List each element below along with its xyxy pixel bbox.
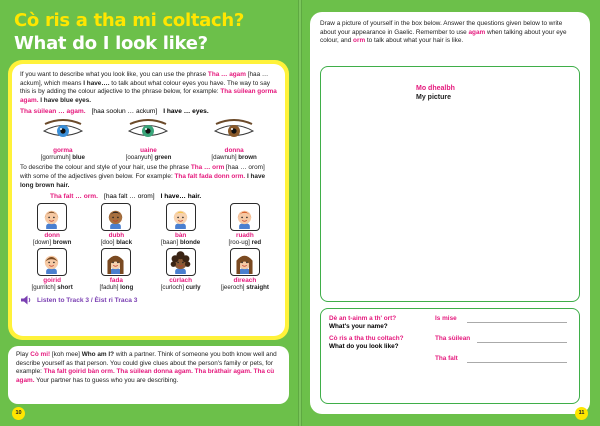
hair-word-gaelic: bàn xyxy=(174,232,187,240)
hair-word-gaelic: goirid xyxy=(43,277,61,285)
hair-word-english: [jeeroch] straight xyxy=(220,284,269,292)
answer-name-line[interactable] xyxy=(467,322,567,323)
hair-word-english: [doo] black xyxy=(100,239,133,247)
face-illustration xyxy=(166,248,196,276)
audio-track-link[interactable] xyxy=(20,295,277,305)
hair-word-english: [curloch] curly xyxy=(160,284,201,292)
hair-item xyxy=(213,203,277,246)
page-number-right: 11 xyxy=(575,407,588,420)
hair-item xyxy=(213,248,277,291)
eye-colour-gaelic: donna xyxy=(224,147,244,155)
eyes-intro-paragraph: If you want to describe what you look like, you can use the phrase Tha … agam [haa … ackum], which means I have…. to talk about what colour eyes you have. The way to say this is by adding the colour adjective to the phrase below, for example: Tha sùilean gorma agam. I have blue eyes. xyxy=(20,71,277,104)
question-appearance-gaelic: Cò ris a tha thu coltach? xyxy=(329,335,404,342)
hair-item xyxy=(149,248,213,291)
hair-word-gaelic: dubh xyxy=(108,232,125,240)
eye-colour-gaelic: uaine xyxy=(140,147,157,155)
answer-hair-line[interactable] xyxy=(467,362,567,363)
eyes-phrase-gaelic: Tha sùilean … agam. xyxy=(20,108,86,116)
eyes-row xyxy=(20,118,277,161)
eyes-phrase-english: I have … eyes. xyxy=(163,108,209,116)
eyes-phrase-pronunciation: [haa soolun … ackum] xyxy=(91,108,158,116)
face-illustration xyxy=(101,203,131,231)
eye-item xyxy=(28,118,98,161)
eye-colour-gaelic: gorma xyxy=(53,147,73,155)
drawing-instructions: Draw a picture of yourself in the box below. Answer the questions given below to write about your appearance in Gaelic. Remember to use agam when talking about your eye colour, and orm to talk about what your hair is like. xyxy=(320,20,567,45)
eye-item xyxy=(199,118,269,161)
eyes-phrase-row xyxy=(20,108,277,115)
hair-word-gaelic: dìreach xyxy=(233,277,257,285)
face-icon xyxy=(38,204,65,229)
hair-item xyxy=(84,203,148,246)
hair-intro-paragraph: To describe the colour and style of your hair, use the phrase Tha … orm [haa … orom] with some of the adjectives given below. For example: Tha falt fada donn orm. I have long brown hair. xyxy=(20,164,266,189)
heading-gaelic: Cò ris a tha mi coltach? xyxy=(14,10,244,31)
face-illustration xyxy=(166,203,196,231)
question-name xyxy=(329,315,396,331)
answer-hair-prompt: Tha falt xyxy=(435,355,458,362)
face-icon xyxy=(102,249,129,274)
hair-phrase-row xyxy=(50,193,277,200)
page-number-left: 10 xyxy=(12,407,25,420)
question-name-gaelic: Dè an t-ainm a th' ort? xyxy=(329,315,397,322)
face-illustration xyxy=(37,248,67,276)
eye-icon xyxy=(211,118,257,140)
hair-word-gaelic: ruadh xyxy=(235,232,254,240)
drawing-box[interactable] xyxy=(320,66,580,302)
answer-name-prompt: Is mise xyxy=(435,315,457,322)
phrase-tha-agam: Tha … agam xyxy=(207,71,246,78)
hair-word-english: [faduh] long xyxy=(99,284,134,292)
book-gutter xyxy=(298,0,302,426)
answer-eyes-prompt: Tha sùilean xyxy=(435,335,471,342)
eye-icon xyxy=(125,118,171,140)
question-appearance-english: What do you look like? xyxy=(329,343,399,351)
hair-item xyxy=(149,203,213,246)
hair-phrase-gaelic: Tha falt … orm. xyxy=(50,193,98,201)
question-name-english: What's your name? xyxy=(329,323,388,331)
eye-colour-english: [gorrumuh] blue xyxy=(40,154,86,162)
eyes-example-english: I have blue eyes. xyxy=(38,96,92,104)
face-icon xyxy=(167,249,194,274)
face-illustration xyxy=(37,203,67,231)
speaker-icon xyxy=(20,295,32,305)
eye-icon xyxy=(40,118,86,140)
audio-track-label: Listen to Track 3 / Èist ri Traca 3 xyxy=(37,296,138,304)
hair-word-english: [gurritch] short xyxy=(31,284,73,292)
face-illustration xyxy=(230,203,260,231)
eye-item xyxy=(113,118,183,161)
hair-word-gaelic: cùrlach xyxy=(169,277,192,285)
eyes-example-gaelic: Tha sùilean gorma agam. xyxy=(20,88,277,104)
hair-word-english: [roo-ug] red xyxy=(228,239,262,247)
face-illustration xyxy=(101,248,131,276)
eye-colour-english: [ooanyuh] green xyxy=(125,154,172,162)
heading-english: What do I look like? xyxy=(14,33,208,54)
face-icon xyxy=(167,204,194,229)
right-page xyxy=(300,0,600,426)
hair-faces-grid xyxy=(20,203,277,291)
hair-example-gaelic: Tha falt fada donn orm. xyxy=(174,172,246,180)
face-icon xyxy=(231,204,258,229)
hair-item xyxy=(20,203,84,246)
hair-phrase-pronunciation: [haa falt … orom] xyxy=(104,193,155,201)
hair-word-gaelic: donn xyxy=(44,232,60,240)
phrase-tha-orm: Tha … orm xyxy=(190,164,225,172)
hair-item xyxy=(84,248,148,291)
who-am-i-activity xyxy=(8,346,289,404)
vocabulary-panel-inner xyxy=(12,64,285,336)
face-icon xyxy=(38,249,65,274)
questions-box xyxy=(320,308,580,404)
who-am-i-paragraph: Play Cò mi! [koh mee] Who am I? with a partner. Think of someone you both know well and describe yourself as that person. You could give clues about the person's family or pets, for example: Tha falt goirid bàn orm. Tha sùilean donna agam. Tha bràthair agam. Tha cù agam. Your partner has to guess who you are describing. xyxy=(16,351,277,384)
question-appearance xyxy=(329,335,404,351)
face-illustration xyxy=(230,248,260,276)
face-icon xyxy=(231,249,258,274)
hair-phrase-english: I have… hair. xyxy=(160,193,202,201)
drawing-worksheet xyxy=(310,12,590,414)
drawing-title-english: My picture xyxy=(416,94,452,101)
vocabulary-panel xyxy=(8,60,289,340)
face-icon xyxy=(102,204,129,229)
hair-word-gaelic: fada xyxy=(109,277,123,285)
hair-item xyxy=(20,248,84,291)
hair-word-english: [baan] blonde xyxy=(161,239,201,247)
drawing-title-gaelic: Mo dhealbh xyxy=(416,85,455,92)
hair-example-english: I have long brown hair. xyxy=(20,172,266,189)
hair-word-english: [down] brown xyxy=(32,239,72,247)
eye-colour-english: [dawnuh] brown xyxy=(211,154,257,162)
answer-eyes-line[interactable] xyxy=(477,342,567,343)
